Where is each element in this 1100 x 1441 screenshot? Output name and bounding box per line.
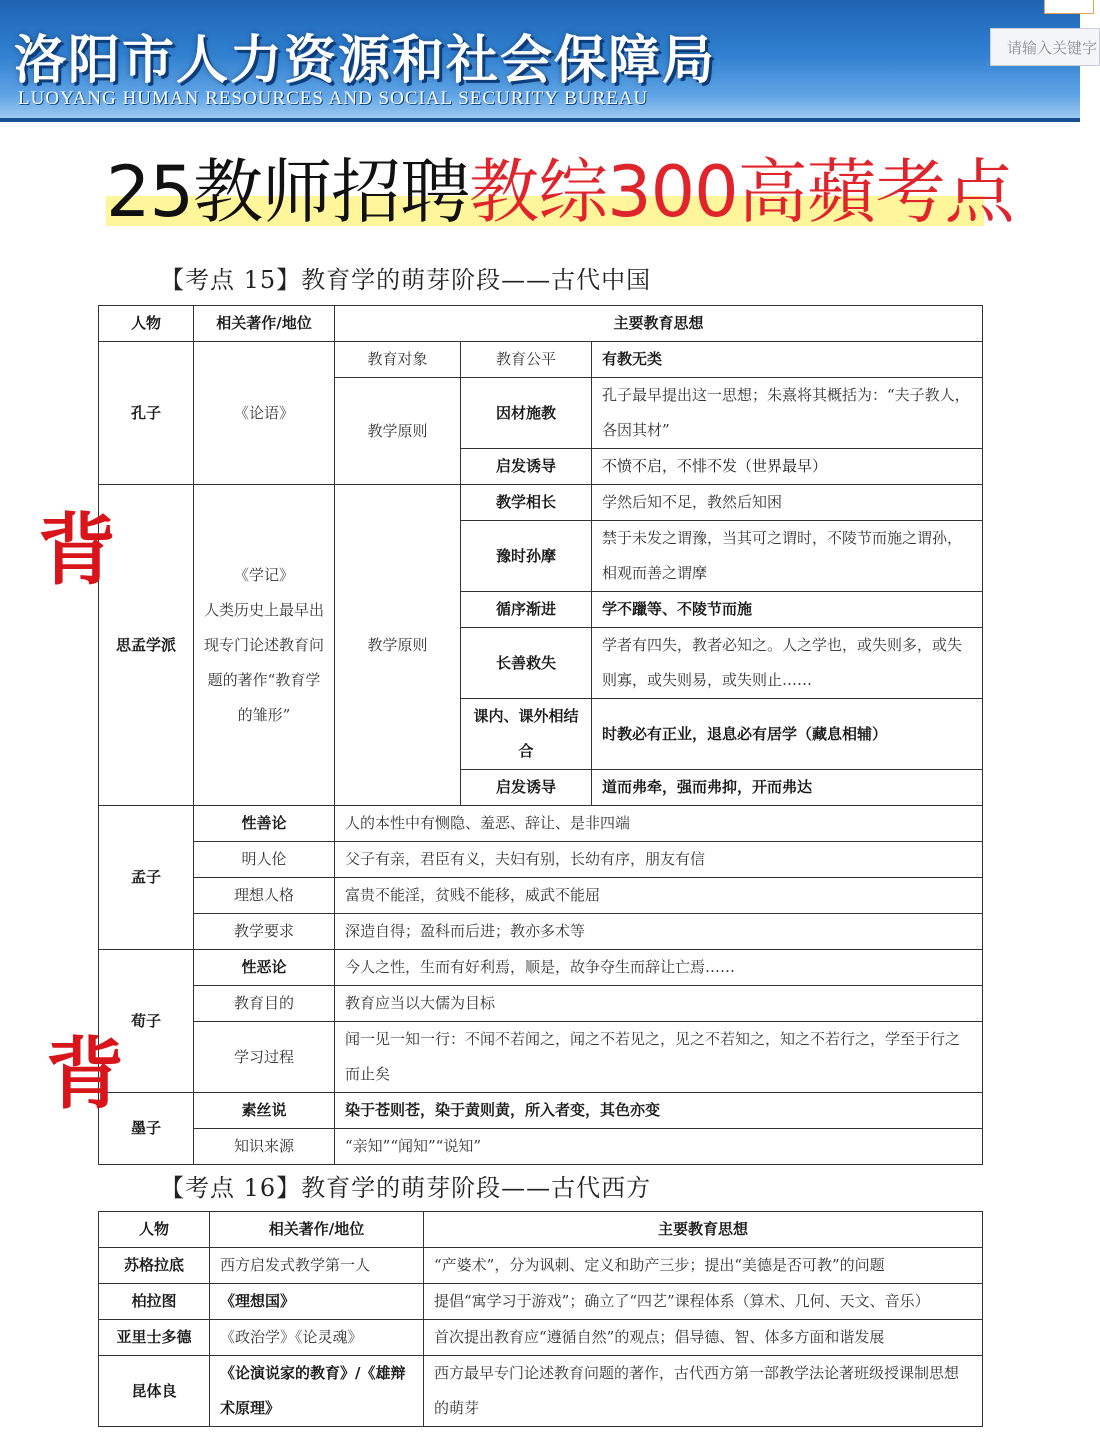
- table-row: [99, 986, 983, 1022]
- category: 教学原则: [335, 378, 461, 485]
- work-title: 西方启发式教学第一人: [210, 1248, 424, 1284]
- sub-topic: 教学要求: [194, 914, 335, 950]
- sub-topic: 教育目的: [194, 986, 335, 1022]
- person-name: 墨子: [99, 1093, 194, 1165]
- sub-topic: 性恶论: [194, 950, 335, 986]
- col-person: 人物: [99, 306, 194, 342]
- work-title: 《理想国》: [210, 1284, 424, 1320]
- idea-text: 有教无类: [592, 342, 983, 378]
- idea-text: 闻一见一知一行：不闻不若闻之，闻之不若见之，见之不若知之，知之不若行之，学至于行之而止矣: [335, 1022, 983, 1093]
- search-input[interactable]: 请输入关键字: [990, 28, 1100, 66]
- memorize-mark: 背: [38, 505, 117, 596]
- idea-text: 禁于未发之谓豫，当其可之谓时，不陵节而施之谓孙，相观而善之谓摩: [592, 521, 983, 592]
- site-subtitle: LUOYANG HUMAN RESOURCES AND SOCIAL SECURITY BUREAU: [18, 88, 649, 109]
- col-work: 相关著作/地位: [210, 1212, 424, 1248]
- idea-text: 时教必有正业，退息必有居学（藏息相辅）: [592, 699, 983, 770]
- idea-text: 人的本性中有恻隐、羞恶、辞让、是非四端: [335, 806, 983, 842]
- person-name: 孔子: [99, 342, 194, 485]
- memorize-mark: 背: [46, 1029, 125, 1120]
- idea-text: “亲知”“闻知”“说知”: [335, 1129, 983, 1165]
- sub-topic: 教学相长: [461, 485, 592, 521]
- sub-topic: 长善救失: [461, 628, 592, 699]
- table-row: [99, 1129, 983, 1165]
- table-row: [99, 1320, 983, 1356]
- work-title: 《政治学》《论灵魂》: [210, 1320, 424, 1356]
- person-name: 孟子: [99, 806, 194, 950]
- person-name: 昆体良: [99, 1356, 210, 1427]
- table-row: [99, 1022, 983, 1093]
- idea-text: 富贵不能淫，贫贱不能移，威武不能屈: [335, 878, 983, 914]
- table-row: [99, 806, 983, 842]
- person-name: 苏格拉底: [99, 1248, 210, 1284]
- idea-text: 学不躐等、不陵节而施: [592, 592, 983, 628]
- table-header-row: [99, 1212, 983, 1248]
- sub-topic: 素丝说: [194, 1093, 335, 1129]
- category: 教育对象: [335, 342, 461, 378]
- table-row: [99, 950, 983, 986]
- table-row: [99, 842, 983, 878]
- table-row: [99, 485, 983, 521]
- sub-topic: 性善论: [194, 806, 335, 842]
- idea-text: 西方最早专门论述教育问题的著作，古代西方第一部教学法论著班级授课制思想的萌芽: [424, 1356, 983, 1427]
- table-row: [99, 1248, 983, 1284]
- col-work: 相关著作/地位: [194, 306, 335, 342]
- person-name: 柏拉图: [99, 1284, 210, 1320]
- idea-text: 孔子最早提出这一思想；朱熹将其概括为：“夫子教人，各因其材”: [592, 378, 983, 449]
- idea-text: 教育应当以大儒为目标: [335, 986, 983, 1022]
- sub-topic: 理想人格: [194, 878, 335, 914]
- work-title-note: 人类历史上最早出现专门论述教育问题的著作“教育学的雏形”: [204, 600, 325, 724]
- idea-text: 深造自得；盈科而后进；教亦多术等: [335, 914, 983, 950]
- sub-topic: 课内、课外相结合: [461, 699, 592, 770]
- sub-topic: 明人伦: [194, 842, 335, 878]
- col-person: 人物: [99, 1212, 210, 1248]
- idea-text: 提倡“寓学习于游戏”；确立了“四艺”课程体系（算术、几何、天文、音乐）: [424, 1284, 983, 1320]
- sub-topic: 启发诱导: [461, 770, 592, 806]
- work-title-main: 《学记》: [233, 565, 294, 584]
- idea-text: 今人之性，生而有好利焉，顺是，故争夺生而辞让亡焉……: [335, 950, 983, 986]
- sub-topic: 豫时孙摩: [461, 521, 592, 592]
- site-title: 洛阳市人力资源和社会保障局: [14, 31, 717, 91]
- sub-topic: 教育公平: [461, 342, 592, 378]
- person-name: 荀子: [99, 950, 194, 1093]
- table-header-row: [99, 306, 983, 342]
- table-row: [99, 878, 983, 914]
- headline-part1: 25教师招聘: [106, 151, 470, 233]
- sub-topic: 启发诱导: [461, 449, 592, 485]
- idea-text: 不愤不启，不悱不发（世界最早）: [592, 449, 983, 485]
- idea-text: 父子有亲，君臣有义，夫妇有别，长幼有序，朋友有信: [335, 842, 983, 878]
- table-row: [99, 1356, 983, 1427]
- headline: [106, 150, 1014, 233]
- table-row: [99, 914, 983, 950]
- table-row: [99, 1284, 983, 1320]
- sub-topic: 学习过程: [194, 1022, 335, 1093]
- category: 教学原则: [335, 485, 461, 806]
- section-16-title: 【考点 16】教育学的萌芽阶段——古代西方: [160, 1174, 652, 1202]
- col-idea: 主要教育思想: [424, 1212, 983, 1248]
- col-idea: 主要教育思想: [335, 306, 983, 342]
- idea-text: 学者有四失，教者必知之。人之学也，或失则多，或失则寡，或失则易，或失则止……: [592, 628, 983, 699]
- work-title: [194, 485, 335, 806]
- person-name: 思孟学派: [99, 485, 194, 806]
- work-title: 《论语》: [194, 342, 335, 485]
- sub-topic: 循序渐进: [461, 592, 592, 628]
- table-ancient-west: [98, 1211, 983, 1427]
- idea-text: “产婆术”，分为讽刺、定义和助产三步；提出“美德是否可教”的问题: [424, 1248, 983, 1284]
- table-row: [99, 1093, 983, 1129]
- idea-text: 学然后知不足，教然后知困: [592, 485, 983, 521]
- sub-topic: 知识来源: [194, 1129, 335, 1165]
- sub-topic: 因材施教: [461, 378, 592, 449]
- table-ancient-china: [98, 305, 983, 1165]
- idea-text: 道而弗牵，强而弗抑，开而弗达: [592, 770, 983, 806]
- idea-text: 首次提出教育应“遵循自然”的观点；倡导德、智、体多方面和谐发展: [424, 1320, 983, 1356]
- idea-text: 染于苍则苍，染于黄则黄，所入者变，其色亦变: [335, 1093, 983, 1129]
- headline-part2: 教综300高蘋考点: [469, 151, 1014, 233]
- site-banner: [0, 0, 1080, 122]
- corner-tab[interactable]: [1044, 0, 1094, 14]
- table-row: [99, 342, 983, 378]
- work-title: 《论演说家的教育》/《雄辩术原理》: [210, 1356, 424, 1427]
- person-name: 亚里士多德: [99, 1320, 210, 1356]
- section-15-title: 【考点 15】教育学的萌芽阶段——古代中国: [160, 266, 652, 294]
